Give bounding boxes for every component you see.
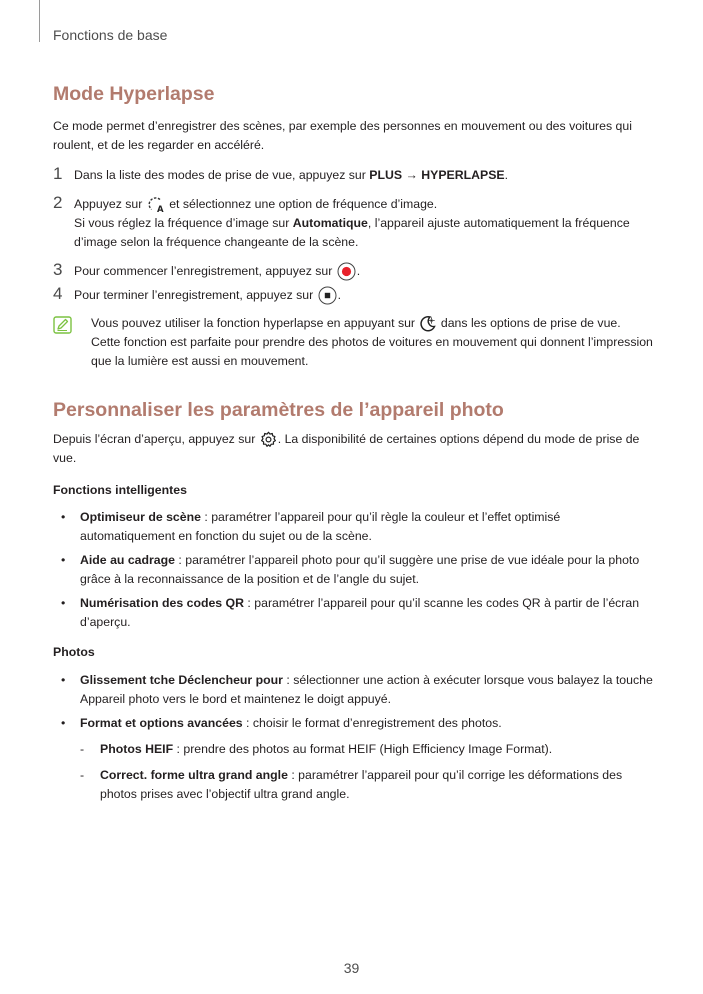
menu-label-hyperlapse: HYPERLAPSE — [421, 168, 505, 182]
item-label: Optimiseur de scène — [80, 510, 201, 524]
item-desc: : sélectionner une action à exécuter lorsque vous balayez la touche Appareil photo vers le bord et maintenez le doigt appuyé. — [80, 673, 653, 706]
record-icon — [337, 262, 356, 281]
step-text-end: . — [504, 168, 509, 182]
item-desc: : paramétrer l’appareil pour qu’il corrige les déformations des photos prises avec l’objectif ultra grand angle. — [100, 768, 623, 801]
hyperlapse-heading: Mode Hyperlapse — [53, 83, 215, 105]
sub-list-item — [80, 766, 650, 804]
option-label-automatique: Automatique — [292, 216, 368, 230]
item-label: Format et options avancées — [80, 716, 243, 730]
item-label: Aide au cadrage — [80, 553, 175, 567]
bullet-glyph: • — [61, 596, 66, 610]
hyperlapse-intro-text: Ce mode permet d’enregistrer des scènes, par exemple des personnes en mouvement ou des voitures qui roulent, et de les regarder en accéléré. — [53, 119, 632, 152]
step-text-end: . — [337, 288, 342, 302]
dash-glyph: - — [80, 742, 85, 756]
step-text: Appuyez sur — [74, 197, 146, 211]
hyperlapse-note — [53, 314, 653, 371]
step-number: 2 — [53, 193, 63, 212]
list-item — [53, 551, 653, 589]
settings-intro — [53, 430, 648, 468]
settings-heading: Personnaliser les paramètres de l’appareil photo — [53, 399, 504, 421]
hyperlapse-intro — [53, 117, 648, 155]
step-number: 4 — [53, 284, 63, 303]
note-icon — [53, 316, 72, 340]
step-text-end: . — [356, 264, 361, 278]
smart-features-heading: Fonctions intelligentes — [53, 483, 187, 497]
bullet-glyph: • — [61, 510, 66, 524]
step-text: , l’appareil ajuste automatiquement la fréquence d’image selon la fréquence changeante de la scène. — [74, 216, 630, 249]
settings-intro-text: . La disponibilité de certaines options dépend du mode de prise de vue. — [53, 432, 640, 465]
item-desc: : choisir le format d’enregistrement des photos. — [242, 716, 502, 730]
step-2 — [53, 195, 648, 252]
step-3 — [53, 262, 648, 281]
page-edge-rule — [39, 0, 40, 42]
item-desc: : paramétrer l’appareil pour qu’il règle la couleur et l’effet optimisé automatiquement en fonction du sujet ou de la scène. — [80, 510, 561, 543]
item-label: Photos HEIF — [100, 742, 174, 756]
item-label: Numérisation des codes QR — [80, 596, 245, 610]
item-label: Glissement tche Déclencheur pour — [80, 673, 283, 687]
item-desc: : prendre des photos au format HEIF (High Efficiency Image Format). — [173, 742, 553, 756]
item-desc: : paramétrer l’appareil pour qu’il scanne les codes QR à partir de l’écran d’aperçu. — [80, 596, 640, 629]
night-hyperlapse-icon — [419, 315, 436, 332]
step-4 — [53, 286, 648, 305]
list-item — [53, 714, 653, 733]
list-item — [53, 671, 653, 709]
step-text: Dans la liste des modes de prise de vue, appuyez sur — [74, 168, 370, 182]
step-number: 3 — [53, 260, 63, 279]
running-header: Fonctions de base — [53, 27, 168, 43]
menu-label-plus: PLUS — [369, 168, 403, 182]
bullet-glyph: • — [61, 673, 66, 687]
step-text: et sélectionnez une option de fréquence d’image. — [165, 197, 438, 211]
arrow-glyph: → — [402, 168, 422, 182]
item-desc: : paramétrer l’appareil photo pour qu’il suggère une prise de vue idéale pour la photo grâce à la reconnaissance de la position et de l’angle du sujet. — [80, 553, 640, 586]
step-text: Pour terminer l’enregistrement, appuyez sur — [74, 288, 317, 302]
dash-glyph: - — [80, 768, 85, 782]
svg-text:A: A — [156, 205, 164, 214]
bullet-glyph: • — [61, 716, 66, 730]
sub-list-item — [80, 740, 650, 759]
step-1 — [53, 166, 648, 185]
list-item — [53, 508, 653, 546]
note-text: dans les options de prise de vue. Cette fonction est parfaite pour prendre des photos de voitures en mouvement qui donnent l’impression que la lumière est aussi en mouvement. — [91, 316, 653, 368]
stop-icon — [318, 286, 337, 305]
note-text: Vous pouvez utiliser la fonction hyperlapse en appuyant sur — [91, 316, 419, 330]
step-text: Pour commencer l’enregistrement, appuyez sur — [74, 264, 336, 278]
gear-icon — [260, 431, 277, 448]
step-number: 1 — [53, 164, 63, 183]
page-number: 39 — [343, 960, 360, 976]
settings-intro-text: Depuis l’écran d’aperçu, appuyez sur — [53, 432, 259, 446]
bullet-glyph: • — [61, 553, 66, 567]
step-text: Si vous réglez la fréquence d’image sur — [74, 216, 293, 230]
hyperlapse-auto-icon — [147, 196, 165, 213]
photos-heading: Photos — [53, 645, 95, 659]
list-item — [53, 594, 653, 632]
item-label: Correct. forme ultra grand angle — [100, 768, 288, 782]
